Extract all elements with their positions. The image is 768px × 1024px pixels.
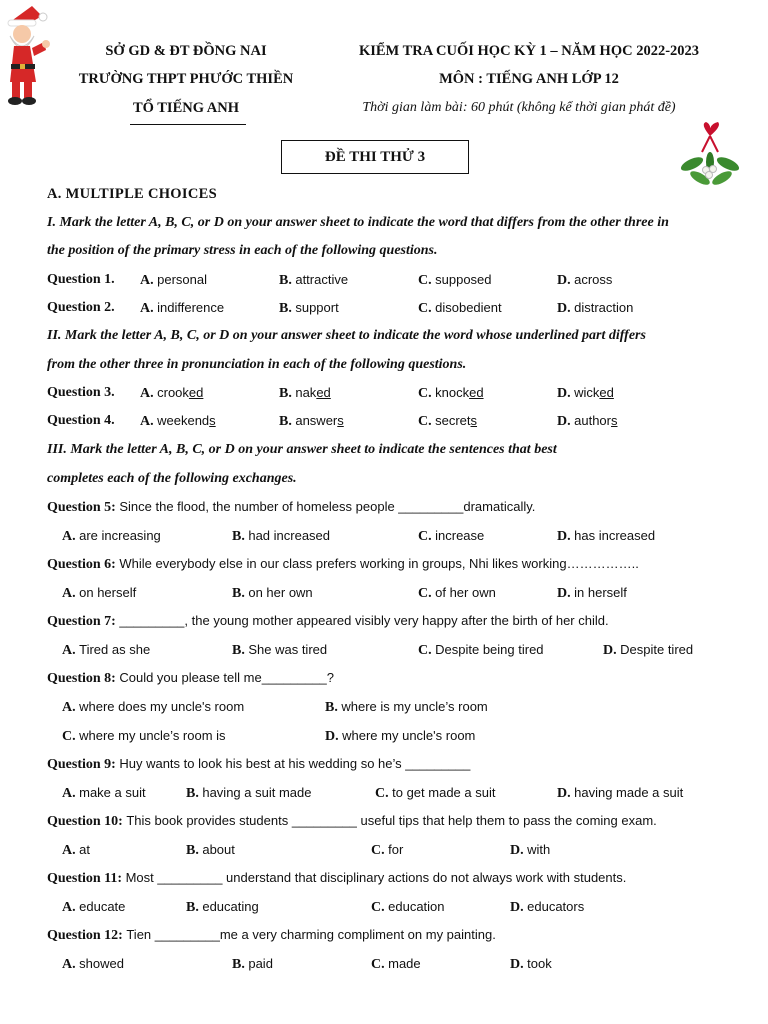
option-a[interactable]: A. Tired as she [62,642,151,658]
santa-icon [2,2,50,106]
question-label: Question 4. [47,413,115,428]
option-a[interactable]: A. indifference [140,300,225,316]
question-text: Huy wants to look his best at his wedding so he’s _________ [119,756,471,771]
option-b[interactable]: B. support [279,300,339,316]
option-d[interactable]: D. across [557,272,613,288]
option-a[interactable]: A. personal [140,272,207,288]
question-5 [0,499,768,523]
option-a[interactable]: A. educate [62,899,126,915]
header-underline [130,124,246,125]
question-1 [0,272,768,296]
instruction-i-line1: I. Mark the letter A, B, C, or D on your answer sheet to indicate the word that differs from the other three in [47,215,669,230]
option-c[interactable]: C. where my uncle’s room is [62,728,226,744]
question-label: Question 9: [47,757,116,772]
question-label: Question 1. [47,272,115,287]
option-b[interactable]: B. about [186,842,235,858]
question-9 [0,756,768,780]
option-c[interactable]: C. of her own [418,585,496,601]
question-label: Question 6: [47,557,116,572]
option-c[interactable]: C. increase [418,528,485,544]
question-label: Question 11: [47,871,123,886]
question-label: Question 7: [47,614,116,629]
question-10 [0,813,768,837]
question-label: Question 10: [47,814,123,829]
question-8 [0,670,768,694]
section-a-heading: A. MULTIPLE CHOICES [47,186,217,202]
option-d[interactable]: D. with [510,842,551,858]
option-b[interactable]: B. naked [279,385,331,401]
option-a[interactable]: A. make a suit [62,785,146,801]
question-9-options [0,785,768,809]
question-12 [0,927,768,951]
question-label: Question 2. [47,300,115,315]
option-b[interactable]: B. where is my uncle’s room [325,699,488,715]
option-a[interactable]: A. crooked [140,385,204,401]
question-text: While everybody else in our class prefers working in groups, Nhi likes working…………….. [119,556,639,571]
instruction-i-line2: the position of the primary stress in each of the following questions. [47,243,438,258]
instruction-iii-line2: completes each of the following exchanges. [47,471,297,486]
department-name: SỞ GD & ĐT ĐỒNG NAI [105,43,267,59]
question-12-options [0,956,768,980]
option-b[interactable]: B. attractive [279,272,349,288]
question-label: Question 12: [47,928,123,943]
question-11-options [0,899,768,923]
option-c[interactable]: C. knocked [418,385,484,401]
instruction-ii-line1: II. Mark the letter A, B, C, or D on your answer sheet to indicate the word whose underlined part differs [47,328,646,343]
school-name: TRƯỜNG THPT PHƯỚC THIỀN [78,71,294,87]
question-8-options-row1 [0,699,768,723]
question-4 [0,413,768,437]
question-7-options [0,642,768,666]
option-d[interactable]: D. educators [510,899,585,915]
option-a[interactable]: A. at [62,842,90,858]
exam-title: ĐỀ THI THỬ 3 [324,149,426,165]
group-name: TỔ TIẾNG ANH [132,100,240,116]
option-d[interactable]: D. authors [557,413,618,429]
option-a[interactable]: A. where does my uncle's room [62,699,245,715]
option-c[interactable]: C. for [371,842,404,858]
question-6-options [0,585,768,609]
exam-title-box [281,140,469,174]
subject-heading: MÔN : TIẾNG ANH LỚP 12 [439,71,619,87]
question-7 [0,613,768,637]
option-c[interactable]: C. secrets [418,413,478,429]
option-b[interactable]: B. paid [232,956,273,972]
option-a[interactable]: A. weekends [140,413,216,429]
question-label: Question 5: [47,500,116,515]
option-b[interactable]: B. had increased [232,528,331,544]
question-text: _________, the young mother appeared visibly very happy after the birth of her child. [119,613,609,628]
option-a[interactable]: A. showed [62,956,124,972]
option-b[interactable]: B. answers [279,413,344,429]
option-a[interactable]: A. are increasing [62,528,161,544]
option-d[interactable]: D. having made a suit [557,785,684,801]
question-10-options [0,842,768,866]
mistletoe-icon [678,122,742,192]
option-d[interactable]: D. wicked [557,385,614,401]
question-6 [0,556,768,580]
option-b[interactable]: B. on her own [232,585,313,601]
option-c[interactable]: C. supposed [418,272,492,288]
question-5-options [0,528,768,552]
question-2 [0,300,768,324]
question-8-options-row2 [0,728,768,752]
question-text: Tien _________me a very charming compliment on my painting. [126,927,496,942]
instruction-ii-line2: from the other three in pronunciation in each of the following questions. [47,357,467,372]
option-c[interactable]: C. made [371,956,421,972]
option-d[interactable]: D. has increased [557,528,656,544]
question-text: This book provides students _________ useful tips that help them to pass the coming exam. [126,813,657,828]
question-text: Most _________ understand that disciplinary actions do not always work with students. [125,870,627,885]
option-d[interactable]: D. distraction [557,300,634,316]
option-c[interactable]: C. disobedient [418,300,502,316]
question-text: Could you please tell me_________? [119,670,335,685]
instruction-iii-line1: III. Mark the letter A, B, C, or D on your answer sheet to indicate the sentences that best [47,442,557,457]
option-d[interactable]: D. Despite tired [603,642,694,658]
exam-heading: KIỂM TRA CUỐI HỌC KỲ 1 – NĂM HỌC 2022-2023 [358,43,700,59]
option-b[interactable]: B. educating [186,899,259,915]
option-d[interactable]: D. where my uncle's room [325,728,476,744]
time-note: Thời gian làm bài: 60 phút (không kể thời gian phát đề) [362,100,676,115]
option-a[interactable]: A. on herself [62,585,137,601]
option-c[interactable]: C. Despite being tired [418,642,544,658]
question-label: Question 8: [47,671,116,686]
option-d[interactable]: D. took [510,956,552,972]
question-label: Question 3. [47,385,115,400]
question-11 [0,870,768,894]
question-3 [0,385,768,409]
option-c[interactable]: C. education [371,899,445,915]
option-b[interactable]: B. She was tired [232,642,328,658]
option-d[interactable]: D. in herself [557,585,627,601]
option-c[interactable]: C. to get made a suit [375,785,496,801]
option-b[interactable]: B. having a suit made [186,785,312,801]
question-text: Since the flood, the number of homeless people _________dramatically. [119,499,536,514]
